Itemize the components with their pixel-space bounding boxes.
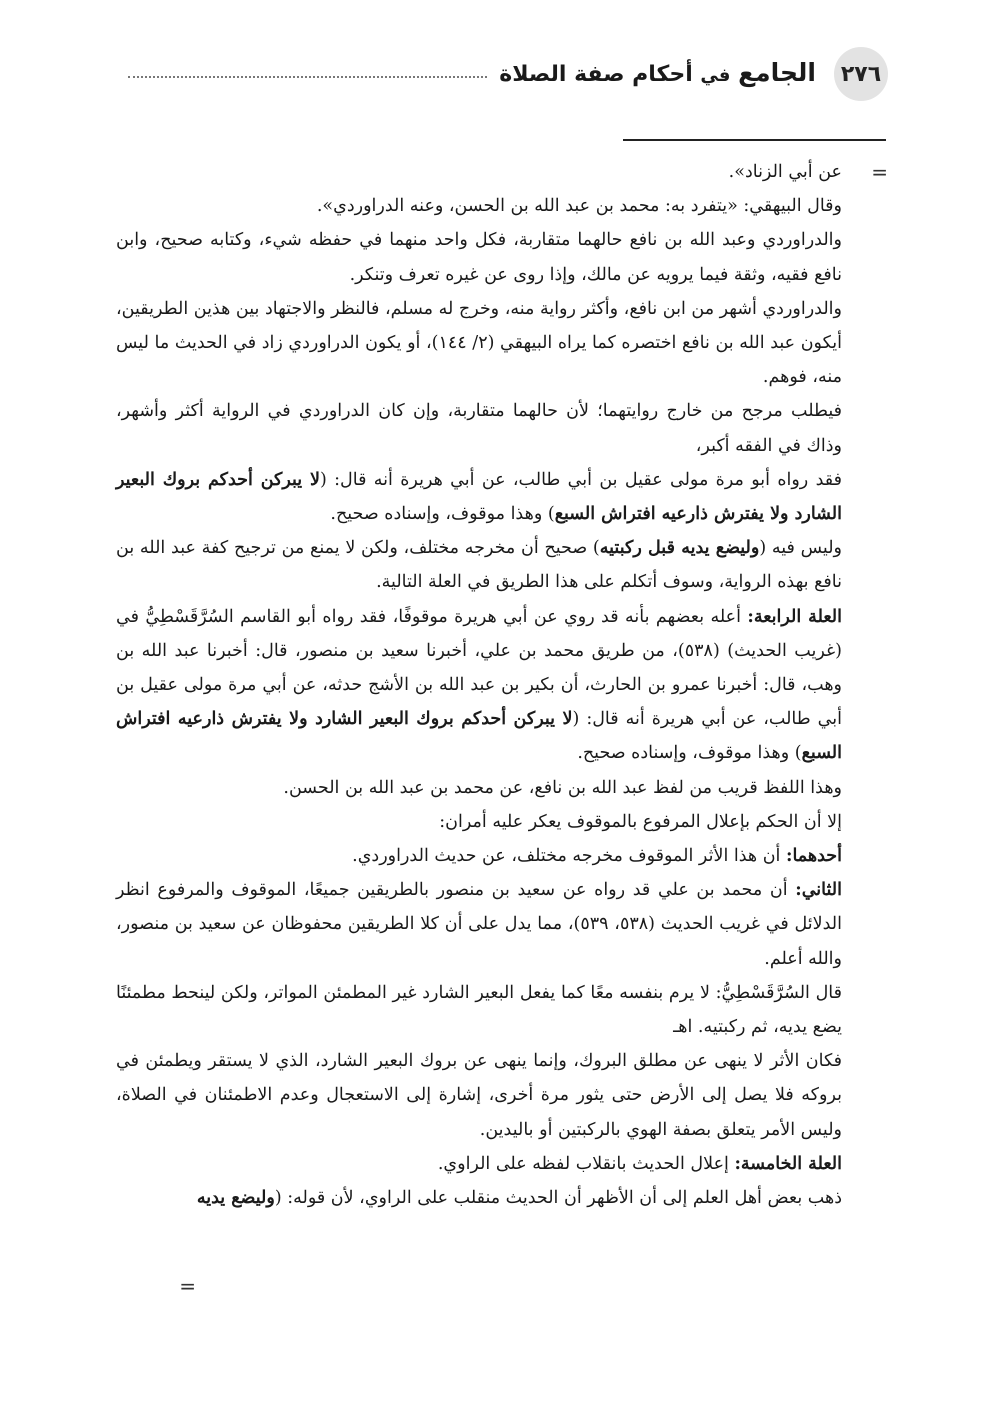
- paragraph: [116, 771, 842, 805]
- emphasized-text: العلة الرابعة:: [747, 606, 842, 627]
- paragraph-text: عن أبي الزناد».: [728, 162, 842, 182]
- paragraph-text: أن محمد بن علي قد رواه عن سعيد بن منصور بالطريقين جميعًا، الموقوف والمرفوع انظر الدلائل في غريب الحديث (٥٣٨، ٥٣٩)، مما يدل على أن كلا الطريقين محفوظان عن سعيد بن منصور، والله أعلم.: [116, 880, 842, 969]
- emphasized-text: وليضع يديه قبل ركبتيه: [599, 538, 760, 559]
- paragraph-text: وهذا اللفظ قريب من لفظ عبد الله بن نافع، عن محمد بن عبد الله بن الحسن.: [283, 777, 842, 798]
- paragraph-text: وليس فيه (: [759, 538, 843, 559]
- paragraph: [116, 1147, 842, 1181]
- paragraph: [116, 1044, 842, 1147]
- paragraph-text: ذهب بعض أهل العلم إلى أن الأظهر أن الحديث منقلب على الراوي، لأن قوله: (: [274, 1188, 842, 1209]
- book-title-main: الجامع: [738, 57, 816, 87]
- running-header: [128, 56, 828, 88]
- paragraph-text: قال السُرَّقَسْطِيُّ: لا يرم بنفسه معًا كما يفعل البعير الشارد غير المطمئن المواتر، ولكن لينحط مطمئنًا يضع يديه، ثم ركبتيه. اهـ: [116, 982, 842, 1038]
- paragraph-text: ) صحيح أن مخرجه مختلف، ولكن لا يمنع من ترجيح كفة عبد الله بن نافع بهذه الرواية، وسوف أتكلم على هذا الطريق في العلة التالية.: [116, 538, 842, 593]
- paragraph-text: وقال البيهقي: «يتفرد به: محمد بن عبد الله بن الحسن، وعنه الدراوردي».: [316, 196, 842, 217]
- page-number-badge: [834, 47, 888, 101]
- paragraph: [116, 600, 842, 771]
- footnote-separator-rule: [623, 139, 886, 141]
- paragraph: [116, 1181, 842, 1215]
- paragraph-text: ) وهذا موقوف، وإسناده صحيح.: [330, 504, 555, 525]
- paragraph: [116, 531, 842, 599]
- continuation-mark-bottom: =: [179, 1274, 196, 1298]
- footnote-body: [116, 155, 842, 1215]
- paragraph-text: فكان الأثر لا ينهى عن مطلق البروك، وإنما ينهى عن بروك البعير الشارد، الذي لا يستقر ويطمئن في بروكه فلا يصل إلى الأرض حتى يثور مرة أخرى، إشارة إلى الاستعجال وعدم الاطمئنان في الصلاة، وليس الأمر يتعلق بصفة الهوي بالركبتين أو باليدين.: [116, 1051, 842, 1140]
- paragraph: [116, 805, 842, 839]
- emphasized-text: لا يبركن أحدكم بروك البعير الشارد ولا يفترش ذارعيه افتراش السبع: [116, 469, 842, 525]
- header-dotted-leader: [128, 76, 487, 78]
- paragraph-text: ) وهذا موقوف، وإسناده صحيح.: [577, 743, 802, 764]
- paragraph-text: أعله بعضهم بأنه قد روي عن أبي هريرة موقوفًا، فقد رواه أبو القاسم السُرَّقَسْطِيُّ في (غريب الحديث) (٥٣٨)، من طريق محمد بن علي، أخبرنا سعيد بن منصور، قال: أخبرنا عبد الله بن وهب، قال: أخبرنا عمرو بن الحارث، أن بكير بن عبد الله بن الأشج حدثه، عن أبي مرة مولى عقيل بن أبي طالب، عن أبي هريرة أنه قال: (: [116, 606, 842, 730]
- book-title-rest: أحكام صفة الصلاة: [499, 61, 693, 87]
- paragraph: [116, 394, 842, 462]
- paragraph-text: فيطلب مرجح من خارج روايتهما؛ لأن حالهما متقاربة، وإن كان الدراوردي في الرواية أكثر وأشهر، وذاك في الفقه أكبر،: [116, 401, 842, 456]
- paragraph: [116, 976, 842, 1044]
- emphasized-text: وليضع يديه: [196, 1188, 275, 1209]
- paragraph: [116, 189, 842, 223]
- emphasized-text: العلة الخامسة:: [734, 1153, 842, 1174]
- paragraph: [116, 873, 842, 976]
- paragraph: [116, 155, 842, 189]
- emphasized-text: لا يبركن أحدكم بروك البعير الشارد ولا يفترش ذارعيه افتراش السبع: [116, 709, 842, 764]
- emphasized-text: أحدهما:: [785, 846, 842, 867]
- emphasized-text: الثاني:: [795, 880, 842, 901]
- paragraph-text: أن هذا الأثر الموقوف مخرجه مختلف، عن حديث الدراوردي.: [352, 846, 786, 867]
- continuation-mark-top: =: [871, 160, 888, 184]
- book-title-fi: في: [700, 64, 731, 86]
- paragraph-text: إعلال الحديث بانقلاب لفظه على الراوي.: [437, 1153, 735, 1174]
- paragraph: [116, 292, 842, 395]
- paragraph-text: إلا أن الحكم بإعلال المرفوع بالموقوف يعكر عليه أمران:: [439, 811, 842, 832]
- paragraph: [116, 463, 842, 531]
- paragraph-text: فقد رواه أبو مرة مولى عقيل بن أبي طالب، عن أبي هريرة أنه قال: (: [320, 469, 842, 490]
- paragraph-text: والدراوردي أشهر من ابن نافع، وأكثر رواية منه، وخرج له مسلم، فالنظر والاجتهاد بين هذين الطريقين، أيكون عبد الله بن نافع اختصره كما يراه البيهقي (٢/ ١٤٤)، أو يكون الدراوردي زاد في الحديث ما ليس منه، فوهم.: [116, 298, 842, 388]
- paragraph: [116, 223, 842, 291]
- paragraph: [116, 839, 842, 873]
- book-title: [487, 58, 828, 87]
- page-number: ٢٧٦: [840, 61, 882, 87]
- paragraph-text: والدراوردي وعبد الله بن نافع حالهما متقاربة، فكل واحد منهما في حفظه شيء، وكتابه صحيح، وابن نافع فقيه، وثقة فيما يرويه عن مالك، وإذا روى عن غيره تعرف وتنكر.: [116, 230, 842, 285]
